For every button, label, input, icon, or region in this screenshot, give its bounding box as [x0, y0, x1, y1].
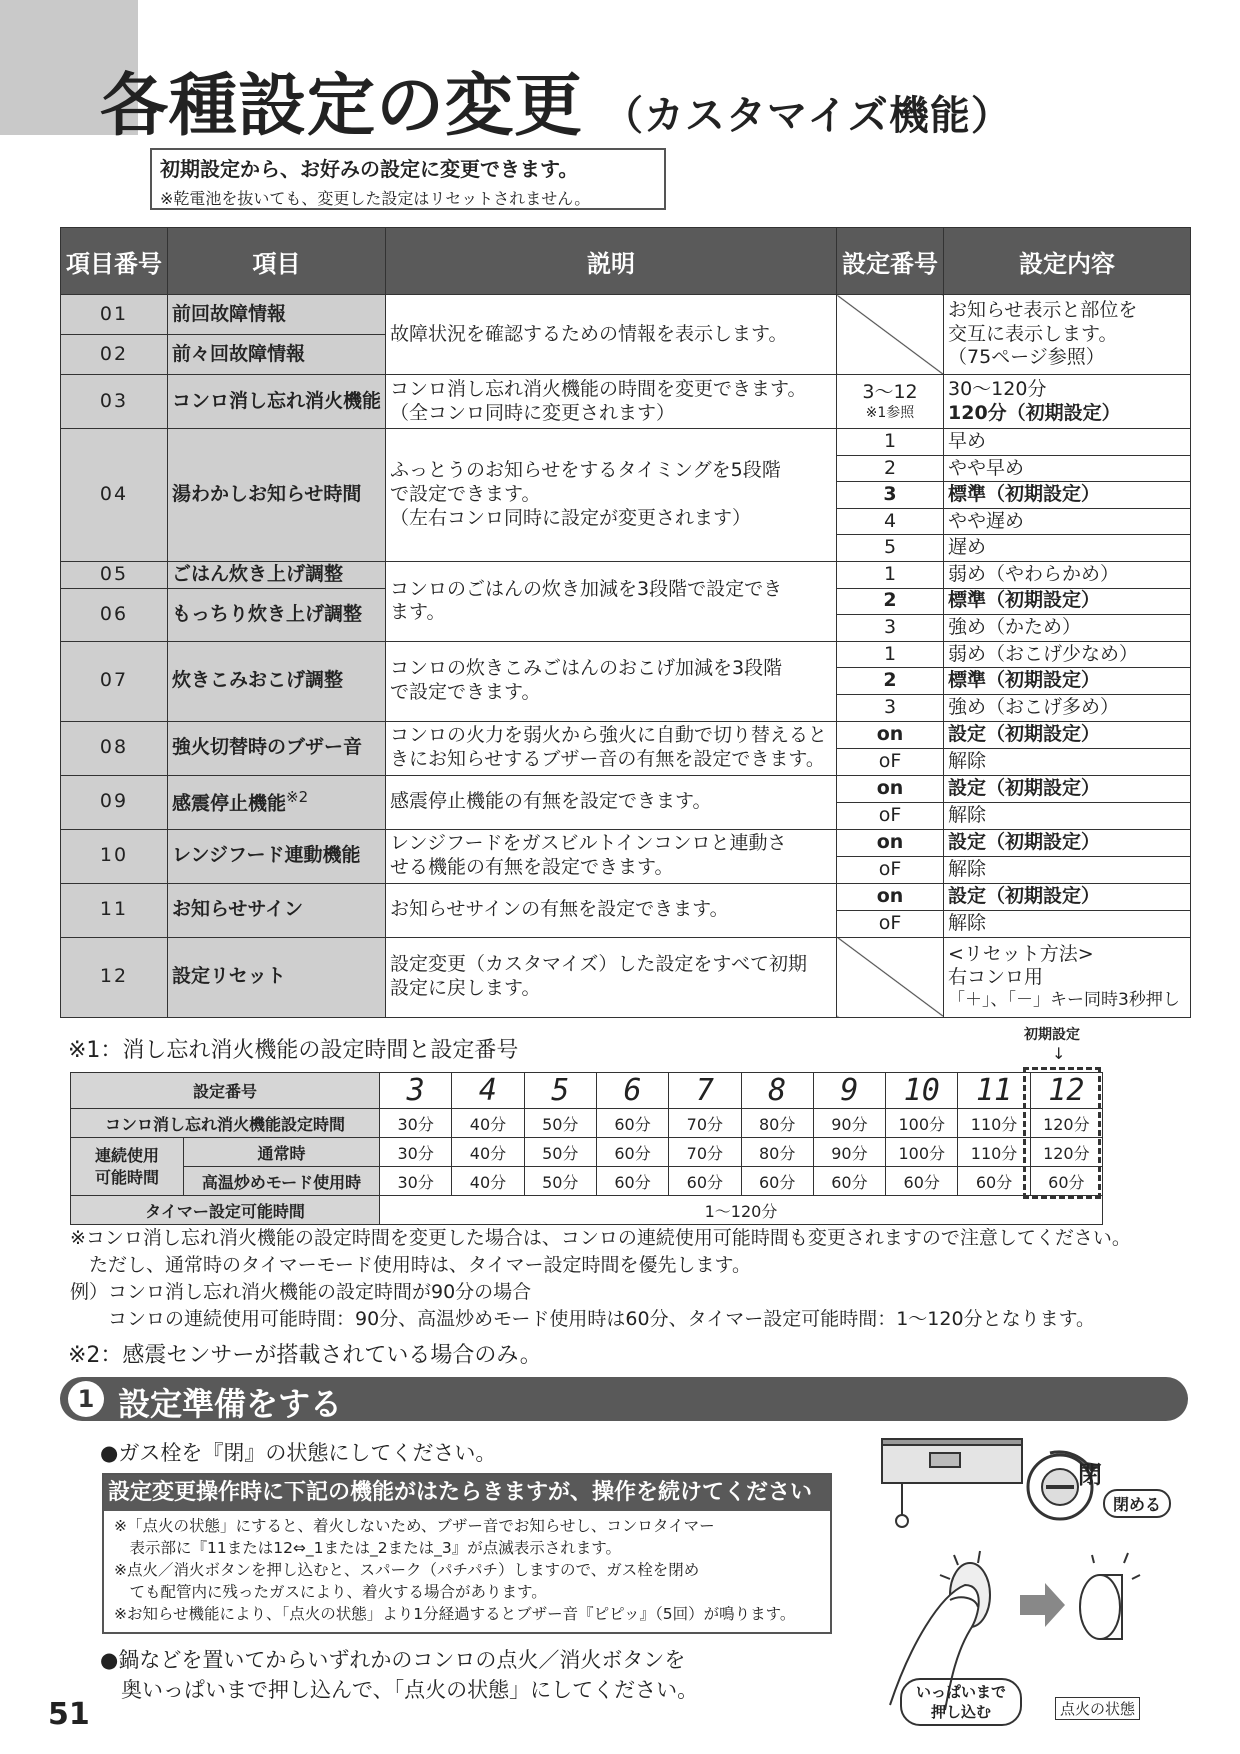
option-number: on — [837, 775, 944, 802]
note-line: 例）コンロ消し忘れ消火機能の設定時間が90分の場合 — [70, 1281, 532, 1303]
row-description: 設定変更（カスタマイズ）した設定をすべて初期 設定に戻します。 — [386, 937, 837, 1017]
time-cell: 50分 — [524, 1167, 596, 1196]
code-cell: 12 — [1030, 1073, 1102, 1109]
warning-head: 設定変更操作時に下記の機能がはたらきますが、操作を続けてください — [104, 1475, 830, 1511]
option-number: 3 — [837, 615, 944, 642]
header-setting-content: 設定内容 — [944, 228, 1191, 295]
option-number: 3 — [837, 694, 944, 721]
page-subtitle: （カスタマイズ機能） — [603, 93, 1012, 139]
time-cell: 60分 — [813, 1167, 885, 1196]
row-content: <リセット方法> 右コンロ用 「＋」、「－」キー同時3秒押し — [944, 937, 1191, 1017]
timer-table — [70, 1072, 1103, 1225]
time-cell: 60分 — [596, 1109, 668, 1138]
code-cell: 6 — [596, 1073, 668, 1109]
row-number: 08 — [61, 721, 168, 775]
header-item: 項目 — [168, 228, 386, 295]
option-content: 強め（かため） — [944, 615, 1191, 642]
time-cell: 30分 — [380, 1109, 452, 1138]
time-cell: 120分 — [1030, 1109, 1102, 1138]
option-number: 2 — [837, 668, 944, 695]
initial-setting-highlight — [1023, 1067, 1101, 1199]
section-number: 1 — [68, 1381, 104, 1417]
time-cell: 30分 — [380, 1167, 452, 1196]
row-label: 通常時 — [184, 1138, 380, 1167]
header-description: 説明 — [386, 228, 837, 295]
intro-line-1: 初期設定から、お好みの設定に変更できます。 — [160, 157, 579, 181]
row-item: レンジフード連動機能 — [168, 829, 386, 883]
timer-range: 1～120分 — [380, 1196, 1103, 1225]
row-description: ふっとうのお知らせをするタイミングを5段階 で設定できます。 （左右コンロ同時に設定が変更されます） — [386, 429, 837, 562]
row-description: コンロのごはんの炊き加減を3段階で設定でき ます。 — [386, 561, 837, 641]
option-number: 4 — [837, 508, 944, 535]
section-header — [60, 1377, 1188, 1421]
option-content: 標準（初期設定） — [944, 588, 1191, 615]
option-number: 3 — [837, 482, 944, 509]
row-number: 06 — [61, 588, 168, 641]
header-item-number: 項目番号 — [61, 228, 168, 295]
time-cell: 50分 — [524, 1109, 596, 1138]
code-cell: 7 — [669, 1073, 741, 1109]
code-cell: 4 — [452, 1073, 524, 1109]
settings-table — [60, 227, 1191, 1018]
table-row — [61, 883, 1191, 910]
row-description: 感震停止機能の有無を設定できます。 — [386, 775, 837, 829]
ignition-state-label: 点火の状態 — [1055, 1697, 1140, 1720]
option-content: 遅め — [944, 535, 1191, 562]
option-content: やや早め — [944, 455, 1191, 482]
valve-panel-icon — [882, 1439, 1022, 1527]
option-number: 2 — [837, 588, 944, 615]
row-item: ごはん炊き上げ調整 — [168, 561, 386, 588]
row-number: 03 — [61, 375, 168, 429]
note1-title: ※1：消し忘れ消火機能の設定時間と設定番号 — [68, 1038, 519, 1063]
option-number: 1 — [837, 429, 944, 456]
option-number: oF — [837, 748, 944, 775]
time-cell: 60分 — [886, 1167, 958, 1196]
option-content: 標準（初期設定） — [944, 482, 1191, 509]
code-cell: 5 — [524, 1073, 596, 1109]
option-content: やや遅め — [944, 508, 1191, 535]
time-cell: 90分 — [813, 1138, 885, 1167]
row-label: 設定番号 — [71, 1073, 380, 1109]
diagonal-cell — [837, 937, 944, 1017]
time-cell: 40分 — [452, 1109, 524, 1138]
option-content: 強め（おこげ多め） — [944, 694, 1191, 721]
time-cell: 100分 — [886, 1109, 958, 1138]
initial-setting-label: 初期設定 — [1024, 1027, 1080, 1043]
row-label: コンロ消し忘れ消火機能設定時間 — [71, 1109, 380, 1138]
note2: ※2：感震センサーが搭載されている場合のみ。 — [68, 1343, 542, 1368]
time-cell: 90分 — [813, 1109, 885, 1138]
row-item: 炊きこみおこげ調整 — [168, 641, 386, 721]
option-number: on — [837, 829, 944, 856]
row-description: コンロの火力を弱火から強火に自動で切り替えると きにお知らせするブザー音の有無を設定できます。 — [386, 721, 837, 775]
table-row — [61, 721, 1191, 748]
row-description: お知らせサインの有無を設定できます。 — [386, 883, 837, 937]
push-label: いっぱいまで 押し込む — [900, 1678, 1022, 1726]
close-label: 閉める — [1103, 1489, 1171, 1518]
diagonal-cell — [837, 295, 944, 375]
table-row — [61, 937, 1191, 1017]
time-cell: 100分 — [886, 1138, 958, 1167]
page-title: 各種設定の変更 （カスタマイズ機能） — [100, 67, 1012, 146]
time-cell: 70分 — [669, 1109, 741, 1138]
time-cell: 60分 — [1030, 1167, 1102, 1196]
page-number: 51 — [48, 1697, 90, 1732]
table-row — [71, 1196, 1103, 1225]
option-content: 解除 — [944, 910, 1191, 937]
option-content: 設定（初期設定） — [944, 775, 1191, 802]
arrow-right-icon — [1020, 1583, 1065, 1627]
shut-label: 閉 — [1078, 1461, 1102, 1489]
row-label: 高温炒めモード使用時 — [184, 1167, 380, 1196]
time-cell: 50分 — [524, 1138, 596, 1167]
option-number: oF — [837, 910, 944, 937]
option-content: 解除 — [944, 802, 1191, 829]
option-content: 弱め（やわらかめ） — [944, 561, 1191, 588]
table-row — [71, 1109, 1103, 1138]
row-item: 感震停止機能$^{※2}$ — [168, 775, 386, 829]
option-content: 設定（初期設定） — [944, 883, 1191, 910]
row-content: 30～120分 120分（初期設定） — [944, 375, 1191, 429]
row-number: 09 — [61, 775, 168, 829]
option-content: 解除 — [944, 748, 1191, 775]
row-description: 故障状況を確認するための情報を表示します。 — [386, 295, 837, 375]
table-row — [71, 1138, 1103, 1167]
time-cell: 110分 — [958, 1109, 1030, 1138]
group-label: 連続使用 可能時間 — [71, 1138, 184, 1196]
option-content: 解除 — [944, 856, 1191, 883]
time-cell: 60分 — [596, 1138, 668, 1167]
code-cell: 3 — [380, 1073, 452, 1109]
note-line: ただし、通常時のタイマーモード使用時は、タイマー設定時間を優先します。 — [70, 1254, 751, 1276]
row-setting-number: 3～12 ※1参照 — [837, 375, 944, 429]
code-cell: 8 — [741, 1073, 813, 1109]
option-content: 弱め（おこげ少なめ） — [944, 641, 1191, 668]
row-item: お知らせサイン — [168, 883, 386, 937]
option-number: oF — [837, 802, 944, 829]
row-item: コンロ消し忘れ消火機能 — [168, 375, 386, 429]
table-row — [61, 295, 1191, 335]
row-content: お知らせ表示と部位を 交互に表示します。 （75ページ参照） — [944, 295, 1191, 375]
step-2: ●鍋などを置いてからいずれかのコンロの点火／消火ボタンを 奥いっぱいまで押し込んで、「点火の状態」にしてください。 — [100, 1648, 699, 1702]
time-cell: 60分 — [958, 1167, 1030, 1196]
table-row — [61, 829, 1191, 856]
option-content: 設定（初期設定） — [944, 721, 1191, 748]
table-row — [71, 1073, 1103, 1109]
time-cell: 40分 — [452, 1138, 524, 1167]
row-number: 12 — [61, 937, 168, 1017]
table-row — [61, 641, 1191, 668]
row-number: 07 — [61, 641, 168, 721]
row-number: 11 — [61, 883, 168, 937]
notes — [70, 1225, 1131, 1333]
table-header-row — [61, 228, 1191, 295]
header-setting-number: 設定番号 — [837, 228, 944, 295]
table-row — [61, 375, 1191, 429]
row-description: コンロ消し忘れ消火機能の時間を変更できます。 （全コンロ同時に変更されます） — [386, 375, 837, 429]
option-number: on — [837, 721, 944, 748]
time-cell: 40分 — [452, 1167, 524, 1196]
warning-box — [102, 1473, 832, 1634]
time-cell: 60分 — [596, 1167, 668, 1196]
option-number: 2 — [837, 455, 944, 482]
row-item: 湯わかしお知らせ時間 — [168, 429, 386, 562]
option-number: 1 — [837, 641, 944, 668]
arrow-down-icon: ↓ — [1052, 1044, 1066, 1063]
intro-line-2: ※乾電池を抜いても、変更した設定はリセットされません。 — [160, 189, 591, 208]
option-content: 設定（初期設定） — [944, 829, 1191, 856]
option-content: 早め — [944, 429, 1191, 456]
row-description: コンロの炊きこみごはんのおこげ加減を3段階 で設定できます。 — [386, 641, 837, 721]
row-number: 05 — [61, 561, 168, 588]
time-cell: 80分 — [741, 1109, 813, 1138]
time-cell: 110分 — [958, 1138, 1030, 1167]
row-number: 02 — [61, 335, 168, 375]
option-number: on — [837, 883, 944, 910]
row-number: 10 — [61, 829, 168, 883]
time-cell: 60分 — [741, 1167, 813, 1196]
time-cell: 120分 — [1030, 1138, 1102, 1167]
code-cell: 11 — [958, 1073, 1030, 1109]
code-cell: 10 — [886, 1073, 958, 1109]
table-row — [71, 1167, 1103, 1196]
row-number: 01 — [61, 295, 168, 335]
table-row — [61, 429, 1191, 456]
warning-body: ※「点火の状態」にすると、着火しないため、ブザー音でお知らせし、コンロタイマー 表示部に『11または12⇔_1または_2または_3』が点滅表示されます。 ※点火／消火ボタンを押し込むと、スパーク（パチパチ）しますので、ガス栓を閉め ても配管内に残ったガスにより、着火する場合があります。 ※お知らせ機能により、「点火の状態」より1分経過するとブザー音『ピピッ』（5回）が鳴ります。 — [114, 1517, 796, 1623]
table-row — [61, 561, 1191, 588]
time-cell: 70分 — [669, 1138, 741, 1167]
option-number: 5 — [837, 535, 944, 562]
intro-box — [150, 148, 666, 210]
code-cell: 9 — [813, 1073, 885, 1109]
row-item: 前々回故障情報 — [168, 335, 386, 375]
option-number: oF — [837, 856, 944, 883]
row-item: 前回故障情報 — [168, 295, 386, 335]
table-row — [61, 775, 1191, 802]
step-1: ●ガス栓を『閉』の状態にしてください。 — [100, 1441, 497, 1465]
row-item: 設定リセット — [168, 937, 386, 1017]
time-cell: 60分 — [669, 1167, 741, 1196]
time-cell: 80分 — [741, 1138, 813, 1167]
row-label: タイマー設定可能時間 — [71, 1196, 380, 1225]
row-number: 04 — [61, 429, 168, 562]
time-cell: 30分 — [380, 1138, 452, 1167]
row-item: もっちり炊き上げ調整 — [168, 588, 386, 641]
section-title: 設定準備をする — [118, 1385, 343, 1423]
row-description: レンジフードをガスビルトインコンロと連動さ せる機能の有無を設定できます。 — [386, 829, 837, 883]
note-line: コンロの連続使用可能時間：90分、高温炒めモード使用時は60分、タイマー設定可能時間：1～120分となります。 — [70, 1308, 1096, 1330]
option-number: 1 — [837, 561, 944, 588]
note-line: ※コンロ消し忘れ消火機能の設定時間を変更した場合は、コンロの連続使用可能時間も変更されますので注意してください。 — [70, 1227, 1131, 1249]
option-content: 標準（初期設定） — [944, 668, 1191, 695]
row-item: 強火切替時のブザー音 — [168, 721, 386, 775]
